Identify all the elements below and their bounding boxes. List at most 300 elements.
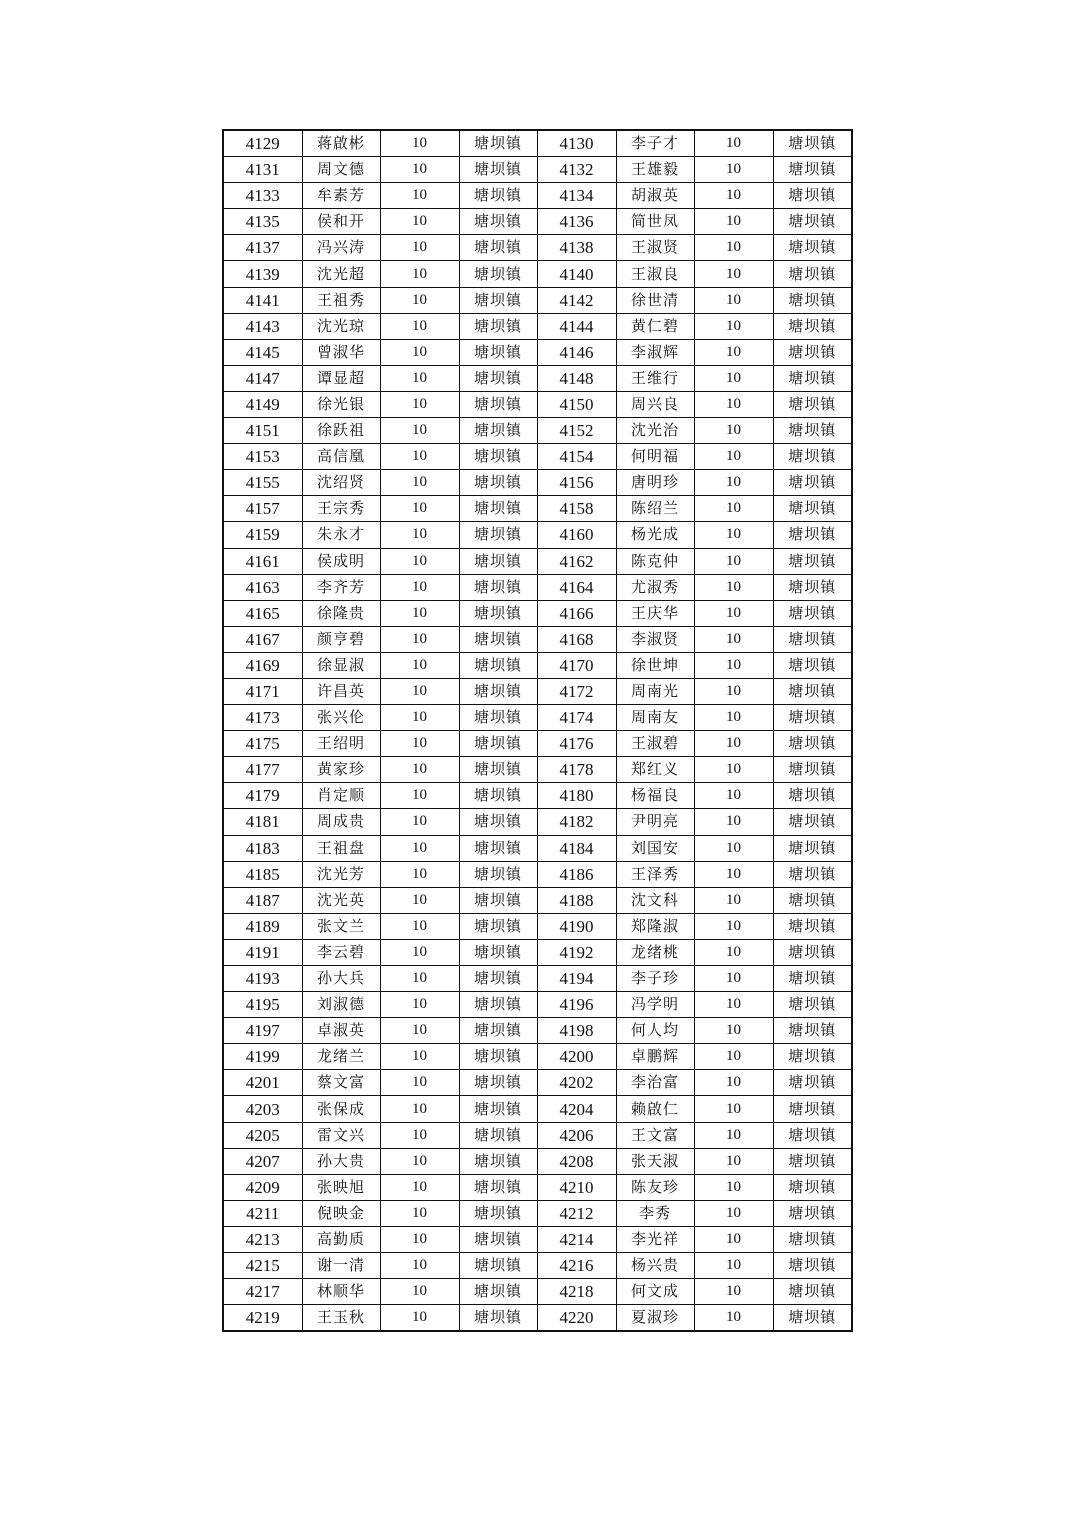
amount-cell: 10 bbox=[380, 391, 459, 417]
record-number-cell: 4162 bbox=[537, 548, 616, 574]
table-row bbox=[223, 470, 852, 496]
town-cell: 塘坝镇 bbox=[459, 757, 537, 783]
table-row bbox=[223, 835, 852, 861]
town-cell: 塘坝镇 bbox=[773, 235, 852, 261]
person-name-cell: 谢一清 bbox=[302, 1253, 380, 1279]
table-row bbox=[223, 444, 852, 470]
person-name-cell: 雷文兴 bbox=[302, 1122, 380, 1148]
person-name-cell: 李光祥 bbox=[616, 1226, 694, 1252]
record-number-cell: 4129 bbox=[223, 130, 302, 157]
amount-cell: 10 bbox=[380, 757, 459, 783]
table-row bbox=[223, 1279, 852, 1305]
town-cell: 塘坝镇 bbox=[773, 1122, 852, 1148]
town-cell: 塘坝镇 bbox=[459, 992, 537, 1018]
record-number-cell: 4176 bbox=[537, 731, 616, 757]
town-cell: 塘坝镇 bbox=[459, 626, 537, 652]
town-cell: 塘坝镇 bbox=[459, 783, 537, 809]
person-name-cell: 陈绍兰 bbox=[616, 496, 694, 522]
town-cell: 塘坝镇 bbox=[773, 1096, 852, 1122]
record-number-cell: 4154 bbox=[537, 444, 616, 470]
person-name-cell: 牟素芳 bbox=[302, 183, 380, 209]
person-name-cell: 杨兴贵 bbox=[616, 1253, 694, 1279]
town-cell: 塘坝镇 bbox=[459, 835, 537, 861]
record-number-cell: 4198 bbox=[537, 1018, 616, 1044]
person-name-cell: 王淑碧 bbox=[616, 731, 694, 757]
town-cell: 塘坝镇 bbox=[459, 365, 537, 391]
person-name-cell: 高勤质 bbox=[302, 1226, 380, 1252]
person-name-cell: 徐显淑 bbox=[302, 652, 380, 678]
person-name-cell: 李治富 bbox=[616, 1070, 694, 1096]
table-row bbox=[223, 626, 852, 652]
town-cell: 塘坝镇 bbox=[459, 444, 537, 470]
record-number-cell: 4215 bbox=[223, 1253, 302, 1279]
person-name-cell: 李子才 bbox=[616, 130, 694, 157]
amount-cell: 10 bbox=[380, 1044, 459, 1070]
person-name-cell: 唐明珍 bbox=[616, 470, 694, 496]
amount-cell: 10 bbox=[694, 574, 773, 600]
amount-cell: 10 bbox=[694, 757, 773, 783]
person-name-cell: 王泽秀 bbox=[616, 861, 694, 887]
person-name-cell: 李秀 bbox=[616, 1200, 694, 1226]
record-number-cell: 4156 bbox=[537, 470, 616, 496]
person-name-cell: 王维行 bbox=[616, 365, 694, 391]
person-name-cell: 张天淑 bbox=[616, 1148, 694, 1174]
record-number-cell: 4182 bbox=[537, 809, 616, 835]
record-number-cell: 4137 bbox=[223, 235, 302, 261]
amount-cell: 10 bbox=[694, 1044, 773, 1070]
amount-cell: 10 bbox=[694, 1253, 773, 1279]
record-number-cell: 4141 bbox=[223, 287, 302, 313]
amount-cell: 10 bbox=[380, 913, 459, 939]
record-number-cell: 4207 bbox=[223, 1148, 302, 1174]
town-cell: 塘坝镇 bbox=[773, 783, 852, 809]
record-number-cell: 4167 bbox=[223, 626, 302, 652]
town-cell: 塘坝镇 bbox=[773, 1200, 852, 1226]
amount-cell: 10 bbox=[694, 809, 773, 835]
town-cell: 塘坝镇 bbox=[773, 600, 852, 626]
town-cell: 塘坝镇 bbox=[459, 1305, 537, 1332]
amount-cell: 10 bbox=[694, 626, 773, 652]
amount-cell: 10 bbox=[694, 522, 773, 548]
record-number-cell: 4155 bbox=[223, 470, 302, 496]
record-number-cell: 4163 bbox=[223, 574, 302, 600]
person-name-cell: 沈光超 bbox=[302, 261, 380, 287]
amount-cell: 10 bbox=[694, 652, 773, 678]
person-name-cell: 尤淑秀 bbox=[616, 574, 694, 600]
town-cell: 塘坝镇 bbox=[459, 470, 537, 496]
record-number-cell: 4217 bbox=[223, 1279, 302, 1305]
record-number-cell: 4184 bbox=[537, 835, 616, 861]
record-number-cell: 4209 bbox=[223, 1174, 302, 1200]
amount-cell: 10 bbox=[380, 261, 459, 287]
town-cell: 塘坝镇 bbox=[773, 861, 852, 887]
record-number-cell: 4146 bbox=[537, 339, 616, 365]
table-row bbox=[223, 522, 852, 548]
town-cell: 塘坝镇 bbox=[773, 939, 852, 965]
record-number-cell: 4161 bbox=[223, 548, 302, 574]
town-cell: 塘坝镇 bbox=[773, 391, 852, 417]
record-number-cell: 4180 bbox=[537, 783, 616, 809]
record-number-cell: 4216 bbox=[537, 1253, 616, 1279]
town-cell: 塘坝镇 bbox=[459, 861, 537, 887]
amount-cell: 10 bbox=[694, 1305, 773, 1332]
person-name-cell: 曾淑华 bbox=[302, 339, 380, 365]
amount-cell: 10 bbox=[380, 783, 459, 809]
person-name-cell: 黄仁碧 bbox=[616, 313, 694, 339]
town-cell: 塘坝镇 bbox=[459, 1096, 537, 1122]
amount-cell: 10 bbox=[694, 496, 773, 522]
amount-cell: 10 bbox=[694, 939, 773, 965]
amount-cell: 10 bbox=[380, 1070, 459, 1096]
amount-cell: 10 bbox=[694, 130, 773, 157]
town-cell: 塘坝镇 bbox=[459, 705, 537, 731]
town-cell: 塘坝镇 bbox=[773, 1070, 852, 1096]
town-cell: 塘坝镇 bbox=[773, 470, 852, 496]
amount-cell: 10 bbox=[380, 992, 459, 1018]
record-number-cell: 4158 bbox=[537, 496, 616, 522]
record-number-cell: 4138 bbox=[537, 235, 616, 261]
record-number-cell: 4145 bbox=[223, 339, 302, 365]
town-cell: 塘坝镇 bbox=[773, 209, 852, 235]
person-name-cell: 刘淑德 bbox=[302, 992, 380, 1018]
person-name-cell: 李淑辉 bbox=[616, 339, 694, 365]
record-number-cell: 4205 bbox=[223, 1122, 302, 1148]
amount-cell: 10 bbox=[380, 939, 459, 965]
record-number-cell: 4196 bbox=[537, 992, 616, 1018]
record-number-cell: 4140 bbox=[537, 261, 616, 287]
person-name-cell: 冯学明 bbox=[616, 992, 694, 1018]
amount-cell: 10 bbox=[694, 783, 773, 809]
town-cell: 塘坝镇 bbox=[773, 574, 852, 600]
person-name-cell: 林顺华 bbox=[302, 1279, 380, 1305]
amount-cell: 10 bbox=[694, 157, 773, 183]
amount-cell: 10 bbox=[694, 313, 773, 339]
record-number-cell: 4151 bbox=[223, 418, 302, 444]
record-number-cell: 4171 bbox=[223, 678, 302, 704]
amount-cell: 10 bbox=[380, 1279, 459, 1305]
record-number-cell: 4164 bbox=[537, 574, 616, 600]
person-name-cell: 徐世坤 bbox=[616, 652, 694, 678]
table-row bbox=[223, 313, 852, 339]
person-name-cell: 冯兴涛 bbox=[302, 235, 380, 261]
town-cell: 塘坝镇 bbox=[459, 913, 537, 939]
table-row bbox=[223, 783, 852, 809]
person-name-cell: 倪映金 bbox=[302, 1200, 380, 1226]
record-number-cell: 4147 bbox=[223, 365, 302, 391]
town-cell: 塘坝镇 bbox=[459, 1044, 537, 1070]
person-name-cell: 李淑贤 bbox=[616, 626, 694, 652]
person-name-cell: 蔡文富 bbox=[302, 1070, 380, 1096]
amount-cell: 10 bbox=[380, 966, 459, 992]
person-name-cell: 王祖盘 bbox=[302, 835, 380, 861]
table-row bbox=[223, 966, 852, 992]
town-cell: 塘坝镇 bbox=[459, 1070, 537, 1096]
person-name-cell: 周兴良 bbox=[616, 391, 694, 417]
amount-cell: 10 bbox=[380, 522, 459, 548]
town-cell: 塘坝镇 bbox=[773, 261, 852, 287]
record-number-cell: 4175 bbox=[223, 731, 302, 757]
person-name-cell: 张保成 bbox=[302, 1096, 380, 1122]
town-cell: 塘坝镇 bbox=[459, 235, 537, 261]
amount-cell: 10 bbox=[694, 444, 773, 470]
town-cell: 塘坝镇 bbox=[773, 1305, 852, 1332]
amount-cell: 10 bbox=[694, 548, 773, 574]
amount-cell: 10 bbox=[694, 705, 773, 731]
town-cell: 塘坝镇 bbox=[773, 887, 852, 913]
town-cell: 塘坝镇 bbox=[459, 600, 537, 626]
amount-cell: 10 bbox=[380, 809, 459, 835]
table-row bbox=[223, 130, 852, 157]
record-number-cell: 4203 bbox=[223, 1096, 302, 1122]
amount-cell: 10 bbox=[694, 1096, 773, 1122]
record-number-cell: 4188 bbox=[537, 887, 616, 913]
town-cell: 塘坝镇 bbox=[459, 548, 537, 574]
person-name-cell: 胡淑英 bbox=[616, 183, 694, 209]
town-cell: 塘坝镇 bbox=[459, 678, 537, 704]
town-cell: 塘坝镇 bbox=[459, 183, 537, 209]
record-number-cell: 4174 bbox=[537, 705, 616, 731]
record-number-cell: 4185 bbox=[223, 861, 302, 887]
town-cell: 塘坝镇 bbox=[459, 522, 537, 548]
person-name-cell: 沈光琼 bbox=[302, 313, 380, 339]
table-row bbox=[223, 757, 852, 783]
person-name-cell: 周南光 bbox=[616, 678, 694, 704]
amount-cell: 10 bbox=[380, 157, 459, 183]
table-row bbox=[223, 391, 852, 417]
town-cell: 塘坝镇 bbox=[773, 809, 852, 835]
record-number-cell: 4194 bbox=[537, 966, 616, 992]
table-row bbox=[223, 913, 852, 939]
town-cell: 塘坝镇 bbox=[459, 1174, 537, 1200]
town-cell: 塘坝镇 bbox=[459, 1122, 537, 1148]
town-cell: 塘坝镇 bbox=[459, 157, 537, 183]
amount-cell: 10 bbox=[380, 887, 459, 913]
amount-cell: 10 bbox=[380, 444, 459, 470]
record-number-cell: 4144 bbox=[537, 313, 616, 339]
town-cell: 塘坝镇 bbox=[459, 887, 537, 913]
town-cell: 塘坝镇 bbox=[773, 130, 852, 157]
table-row bbox=[223, 1096, 852, 1122]
table-row bbox=[223, 678, 852, 704]
town-cell: 塘坝镇 bbox=[459, 652, 537, 678]
person-name-cell: 王祖秀 bbox=[302, 287, 380, 313]
record-number-cell: 4219 bbox=[223, 1305, 302, 1332]
record-number-cell: 4177 bbox=[223, 757, 302, 783]
amount-cell: 10 bbox=[694, 731, 773, 757]
table-row bbox=[223, 1305, 852, 1332]
table-row bbox=[223, 1122, 852, 1148]
amount-cell: 10 bbox=[694, 1279, 773, 1305]
record-number-cell: 4181 bbox=[223, 809, 302, 835]
table-row bbox=[223, 339, 852, 365]
town-cell: 塘坝镇 bbox=[773, 913, 852, 939]
record-number-cell: 4152 bbox=[537, 418, 616, 444]
record-number-cell: 4173 bbox=[223, 705, 302, 731]
town-cell: 塘坝镇 bbox=[459, 1200, 537, 1226]
table-row bbox=[223, 705, 852, 731]
record-number-cell: 4159 bbox=[223, 522, 302, 548]
record-number-cell: 4134 bbox=[537, 183, 616, 209]
person-name-cell: 徐跃祖 bbox=[302, 418, 380, 444]
record-number-cell: 4187 bbox=[223, 887, 302, 913]
person-name-cell: 李云碧 bbox=[302, 939, 380, 965]
amount-cell: 10 bbox=[380, 1200, 459, 1226]
amount-cell: 10 bbox=[380, 1148, 459, 1174]
amount-cell: 10 bbox=[380, 1096, 459, 1122]
town-cell: 塘坝镇 bbox=[773, 1018, 852, 1044]
town-cell: 塘坝镇 bbox=[459, 287, 537, 313]
amount-cell: 10 bbox=[694, 209, 773, 235]
person-name-cell: 张兴伦 bbox=[302, 705, 380, 731]
amount-cell: 10 bbox=[380, 1305, 459, 1332]
table-row bbox=[223, 731, 852, 757]
table-row bbox=[223, 496, 852, 522]
record-number-cell: 4136 bbox=[537, 209, 616, 235]
table-row bbox=[223, 1018, 852, 1044]
town-cell: 塘坝镇 bbox=[459, 261, 537, 287]
table-row bbox=[223, 365, 852, 391]
amount-cell: 10 bbox=[380, 313, 459, 339]
record-number-cell: 4201 bbox=[223, 1070, 302, 1096]
person-name-cell: 杨光成 bbox=[616, 522, 694, 548]
amount-cell: 10 bbox=[380, 626, 459, 652]
person-name-cell: 何文成 bbox=[616, 1279, 694, 1305]
person-name-cell: 徐隆贵 bbox=[302, 600, 380, 626]
amount-cell: 10 bbox=[380, 130, 459, 157]
person-name-cell: 何明福 bbox=[616, 444, 694, 470]
table-row bbox=[223, 887, 852, 913]
table-row bbox=[223, 1070, 852, 1096]
amount-cell: 10 bbox=[694, 1200, 773, 1226]
town-cell: 塘坝镇 bbox=[459, 1226, 537, 1252]
amount-cell: 10 bbox=[694, 1226, 773, 1252]
table-row bbox=[223, 574, 852, 600]
record-number-cell: 4143 bbox=[223, 313, 302, 339]
person-name-cell: 李齐芳 bbox=[302, 574, 380, 600]
town-cell: 塘坝镇 bbox=[773, 992, 852, 1018]
person-name-cell: 卓鹏辉 bbox=[616, 1044, 694, 1070]
person-name-cell: 蒋啟彬 bbox=[302, 130, 380, 157]
amount-cell: 10 bbox=[694, 365, 773, 391]
record-number-cell: 4160 bbox=[537, 522, 616, 548]
record-number-cell: 4197 bbox=[223, 1018, 302, 1044]
person-name-cell: 王玉秋 bbox=[302, 1305, 380, 1332]
person-name-cell: 肖定顺 bbox=[302, 783, 380, 809]
record-number-cell: 4218 bbox=[537, 1279, 616, 1305]
person-name-cell: 沈文科 bbox=[616, 887, 694, 913]
town-cell: 塘坝镇 bbox=[773, 731, 852, 757]
table-row bbox=[223, 861, 852, 887]
person-name-cell: 简世凤 bbox=[616, 209, 694, 235]
record-number-cell: 4170 bbox=[537, 652, 616, 678]
town-cell: 塘坝镇 bbox=[773, 705, 852, 731]
town-cell: 塘坝镇 bbox=[459, 1253, 537, 1279]
table-row bbox=[223, 261, 852, 287]
amount-cell: 10 bbox=[694, 992, 773, 1018]
person-name-cell: 高信凰 bbox=[302, 444, 380, 470]
amount-cell: 10 bbox=[380, 731, 459, 757]
person-name-cell: 赖啟仁 bbox=[616, 1096, 694, 1122]
record-number-cell: 4189 bbox=[223, 913, 302, 939]
town-cell: 塘坝镇 bbox=[773, 157, 852, 183]
table-row bbox=[223, 1174, 852, 1200]
person-name-cell: 侯成明 bbox=[302, 548, 380, 574]
person-name-cell: 许昌英 bbox=[302, 678, 380, 704]
town-cell: 塘坝镇 bbox=[459, 339, 537, 365]
person-name-cell: 龙绪桃 bbox=[616, 939, 694, 965]
town-cell: 塘坝镇 bbox=[459, 1018, 537, 1044]
amount-cell: 10 bbox=[694, 418, 773, 444]
table-row bbox=[223, 600, 852, 626]
town-cell: 塘坝镇 bbox=[459, 966, 537, 992]
town-cell: 塘坝镇 bbox=[459, 391, 537, 417]
amount-cell: 10 bbox=[380, 1253, 459, 1279]
record-number-cell: 4211 bbox=[223, 1200, 302, 1226]
amount-cell: 10 bbox=[694, 1122, 773, 1148]
table-row bbox=[223, 1253, 852, 1279]
person-name-cell: 郑红义 bbox=[616, 757, 694, 783]
amount-cell: 10 bbox=[380, 1018, 459, 1044]
record-number-cell: 4139 bbox=[223, 261, 302, 287]
amount-cell: 10 bbox=[380, 548, 459, 574]
town-cell: 塘坝镇 bbox=[773, 757, 852, 783]
record-number-cell: 4183 bbox=[223, 835, 302, 861]
amount-cell: 10 bbox=[380, 1226, 459, 1252]
amount-cell: 10 bbox=[694, 861, 773, 887]
person-name-cell: 沈光芳 bbox=[302, 861, 380, 887]
table-row bbox=[223, 548, 852, 574]
person-name-cell: 王文富 bbox=[616, 1122, 694, 1148]
town-cell: 塘坝镇 bbox=[459, 1279, 537, 1305]
town-cell: 塘坝镇 bbox=[773, 313, 852, 339]
amount-cell: 10 bbox=[694, 600, 773, 626]
record-number-cell: 4212 bbox=[537, 1200, 616, 1226]
record-number-cell: 4148 bbox=[537, 365, 616, 391]
record-number-cell: 4153 bbox=[223, 444, 302, 470]
town-cell: 塘坝镇 bbox=[773, 1044, 852, 1070]
amount-cell: 10 bbox=[380, 574, 459, 600]
record-number-cell: 4199 bbox=[223, 1044, 302, 1070]
record-number-cell: 4220 bbox=[537, 1305, 616, 1332]
town-cell: 塘坝镇 bbox=[459, 209, 537, 235]
record-number-cell: 4210 bbox=[537, 1174, 616, 1200]
amount-cell: 10 bbox=[380, 678, 459, 704]
town-cell: 塘坝镇 bbox=[459, 731, 537, 757]
person-name-cell: 张文兰 bbox=[302, 913, 380, 939]
amount-cell: 10 bbox=[694, 391, 773, 417]
person-name-cell: 夏淑珍 bbox=[616, 1305, 694, 1332]
amount-cell: 10 bbox=[694, 966, 773, 992]
record-number-cell: 4150 bbox=[537, 391, 616, 417]
record-number-cell: 4135 bbox=[223, 209, 302, 235]
town-cell: 塘坝镇 bbox=[773, 1174, 852, 1200]
person-name-cell: 侯和开 bbox=[302, 209, 380, 235]
person-name-cell: 杨福良 bbox=[616, 783, 694, 809]
table-row bbox=[223, 939, 852, 965]
amount-cell: 10 bbox=[380, 418, 459, 444]
person-name-cell: 颜亨碧 bbox=[302, 626, 380, 652]
amount-cell: 10 bbox=[380, 652, 459, 678]
town-cell: 塘坝镇 bbox=[459, 574, 537, 600]
table-row bbox=[223, 209, 852, 235]
amount-cell: 10 bbox=[380, 1122, 459, 1148]
record-number-cell: 4202 bbox=[537, 1070, 616, 1096]
person-name-cell: 王淑贤 bbox=[616, 235, 694, 261]
person-name-cell: 周成贵 bbox=[302, 809, 380, 835]
record-number-cell: 4142 bbox=[537, 287, 616, 313]
person-name-cell: 周文德 bbox=[302, 157, 380, 183]
amount-cell: 10 bbox=[694, 913, 773, 939]
